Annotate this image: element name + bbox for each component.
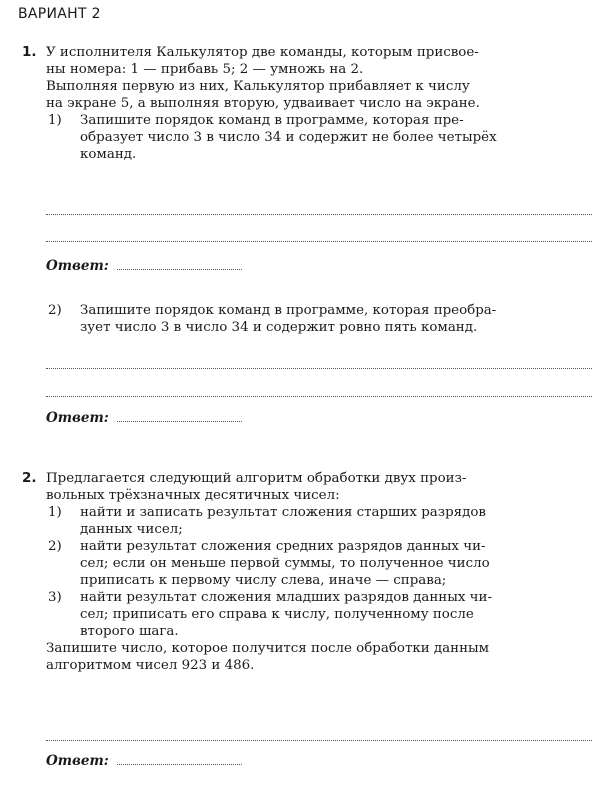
text-line: сел; приписать его справа к числу, полученному после bbox=[80, 607, 474, 622]
step-1-number: 1) bbox=[48, 505, 62, 520]
text-line: Запишите порядок команд в программе, которая пре- bbox=[80, 113, 464, 128]
text-line: найти и записать результат сложения старших разрядов bbox=[80, 505, 486, 520]
text-line: образует число 3 в число 34 и содержит не более четырёх bbox=[80, 130, 497, 145]
answer-1-field[interactable] bbox=[117, 269, 242, 270]
text-line: приписать к первому числу слева, иначе — справа; bbox=[80, 573, 447, 588]
question-2 bbox=[46, 302, 592, 336]
text-line: найти результат сложения младших разрядов данных чи- bbox=[80, 590, 492, 605]
writing-line[interactable] bbox=[46, 740, 592, 741]
text-line: алгоритмом чисел 923 и 486. bbox=[46, 658, 255, 673]
text-line: Выполняя первую из них, Калькулятор прибавляет к числу bbox=[46, 79, 470, 94]
question-1-number: 1) bbox=[48, 113, 62, 128]
text-line: сел; если он меньше первой суммы, то полученное число bbox=[80, 556, 490, 571]
text-line: вольных трёхзначных десятичных чисел: bbox=[46, 488, 340, 503]
text-line: Запишите порядок команд в программе, которая преобра- bbox=[80, 303, 497, 318]
writing-line[interactable] bbox=[46, 214, 592, 215]
step-2-number: 2) bbox=[48, 539, 62, 554]
text-line: найти результат сложения средних разрядов данных чи- bbox=[80, 539, 486, 554]
text-line: данных чисел; bbox=[80, 522, 183, 537]
writing-line[interactable] bbox=[46, 368, 592, 369]
text-line: на экране 5, а выполняя вторую, удваивает число на экране. bbox=[46, 96, 480, 111]
answer-3 bbox=[46, 753, 242, 769]
writing-line[interactable] bbox=[46, 241, 592, 242]
answer-1 bbox=[46, 258, 242, 274]
task-2-text bbox=[46, 470, 592, 674]
question-2-number: 2) bbox=[48, 303, 62, 318]
task-1-number: 1. bbox=[22, 44, 37, 60]
answer-2-field[interactable] bbox=[117, 421, 242, 422]
text-line: Запишите число, которое получится после обработки данным bbox=[46, 641, 490, 656]
answer-label: Ответ: bbox=[46, 258, 109, 274]
task-2-number: 2. bbox=[22, 470, 37, 486]
task-1-intro bbox=[46, 44, 592, 163]
answer-3-field[interactable] bbox=[117, 764, 242, 765]
text-line: зует число 3 в число 34 и содержит ровно пять команд. bbox=[80, 320, 478, 335]
text-line: Предлагается следующий алгоритм обработки двух произ- bbox=[46, 471, 467, 486]
answer-label: Ответ: bbox=[46, 410, 109, 426]
writing-line[interactable] bbox=[46, 396, 592, 397]
step-1 bbox=[46, 504, 592, 538]
step-3 bbox=[46, 589, 592, 640]
question-1 bbox=[46, 112, 592, 163]
text-line: второго шага. bbox=[80, 624, 179, 639]
answer-label: Ответ: bbox=[46, 753, 109, 769]
step-3-number: 3) bbox=[48, 590, 62, 605]
text-line: команд. bbox=[80, 147, 137, 162]
text-line: ны номера: 1 — прибавь 5; 2 — умножь на 2. bbox=[46, 62, 364, 77]
variant-heading: ВАРИАНТ 2 bbox=[18, 6, 101, 22]
step-2 bbox=[46, 538, 592, 589]
answer-2 bbox=[46, 410, 242, 426]
text-line: У исполнителя Калькулятор две команды, которым присвое- bbox=[46, 45, 479, 60]
